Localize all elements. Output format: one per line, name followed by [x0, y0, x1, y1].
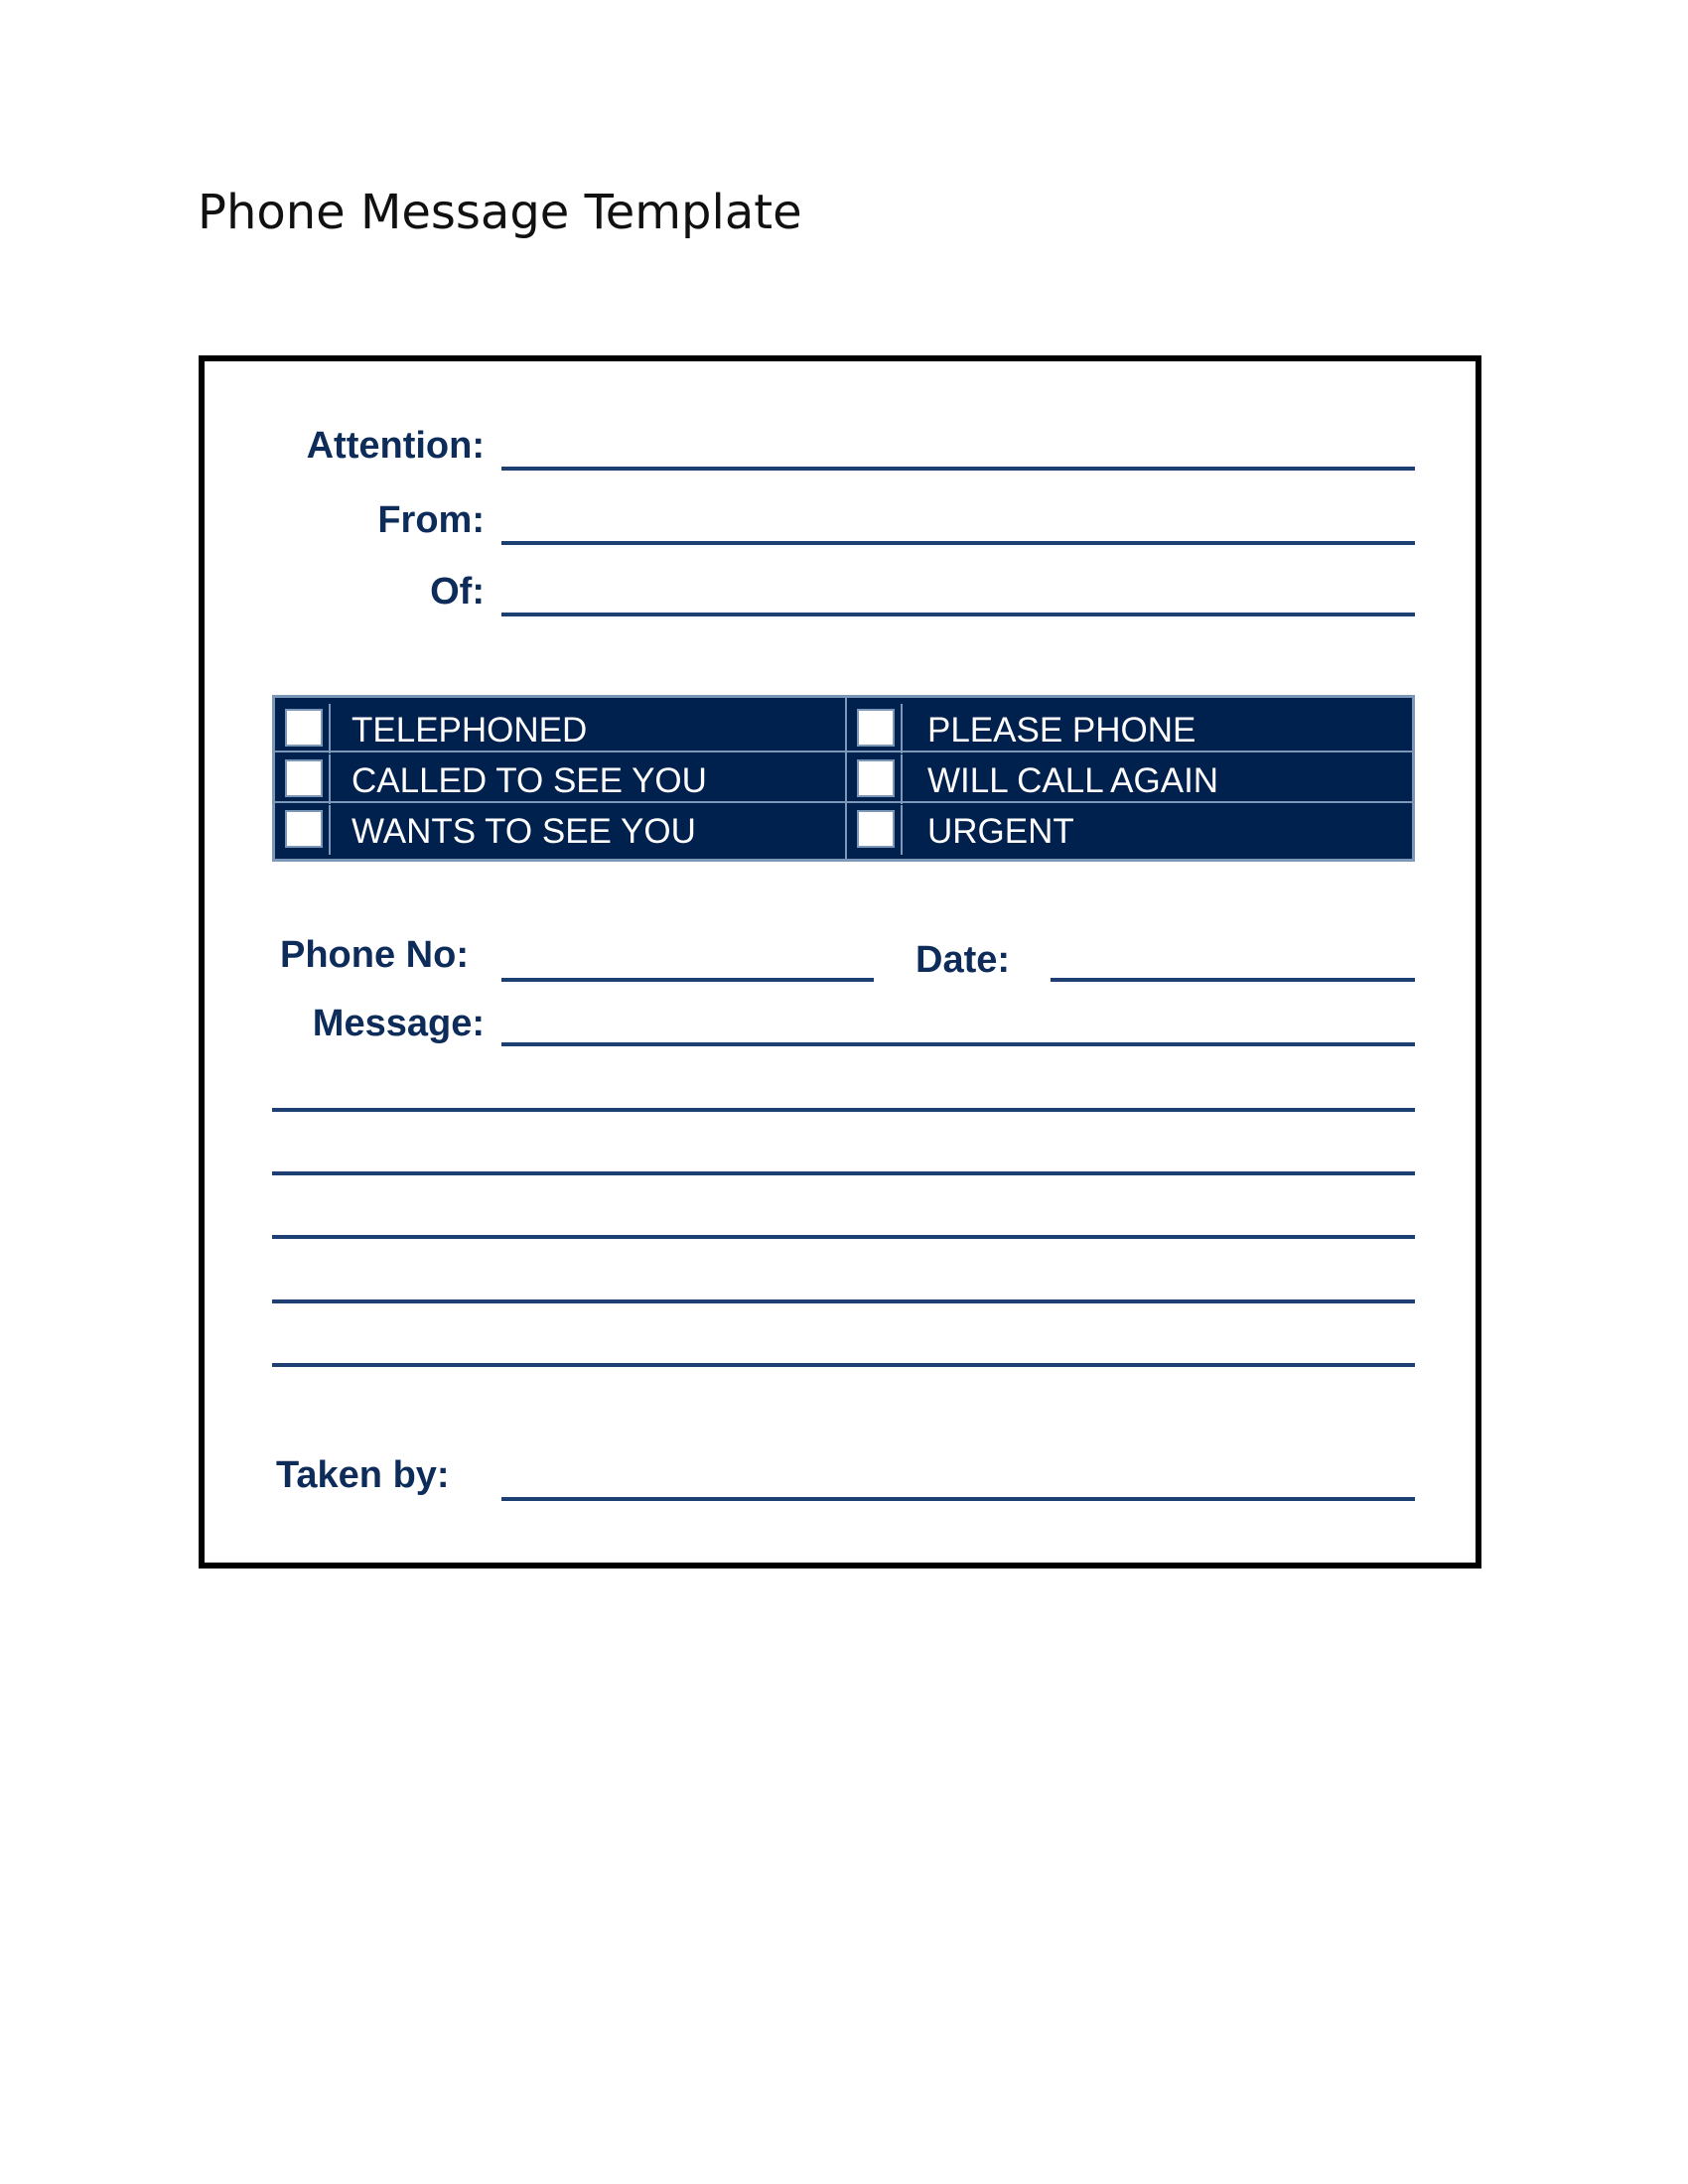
called-to-see-you-checkbox[interactable] — [285, 759, 323, 797]
wants-to-see-you-label: WANTS TO SEE YOU — [352, 812, 696, 851]
options-row — [275, 754, 1412, 804]
message-field-line[interactable] — [272, 1299, 1415, 1303]
will-call-again-checkbox[interactable] — [857, 759, 895, 797]
will-call-again-label: WILL CALL AGAIN — [927, 761, 1219, 800]
date-field[interactable] — [1051, 978, 1415, 982]
from-field[interactable] — [501, 541, 1415, 545]
of-label: Of: — [430, 571, 485, 613]
phone-number-field[interactable] — [501, 978, 874, 982]
urgent-label: URGENT — [927, 812, 1074, 851]
options-row — [275, 704, 1412, 753]
message-field-line[interactable] — [272, 1363, 1415, 1367]
please-phone-label: PLEASE PHONE — [927, 711, 1196, 750]
document-title: Phone Message Template — [198, 185, 802, 240]
message-label: Message: — [312, 1003, 485, 1044]
message-field-line[interactable] — [501, 1042, 1415, 1046]
date-label: Date: — [915, 939, 1011, 981]
of-field[interactable] — [501, 613, 1415, 616]
from-label: From: — [377, 499, 485, 541]
call-status-options — [272, 695, 1415, 862]
called-to-see-you-label: CALLED TO SEE YOU — [352, 761, 707, 800]
attention-field[interactable] — [501, 467, 1415, 471]
please-phone-checkbox[interactable] — [857, 709, 895, 747]
checkbox-divider — [329, 754, 331, 804]
attention-label: Attention: — [306, 425, 485, 467]
checkbox-divider — [329, 805, 331, 855]
options-row — [275, 805, 1412, 855]
taken-by-label: Taken by: — [276, 1454, 450, 1496]
checkbox-divider — [329, 704, 331, 753]
telephoned-label: TELEPHONED — [352, 711, 588, 750]
message-field-line[interactable] — [272, 1108, 1415, 1112]
taken-by-field[interactable] — [501, 1497, 1415, 1501]
phone-number-label: Phone No: — [280, 934, 469, 976]
checkbox-divider — [901, 805, 903, 855]
message-field-line[interactable] — [272, 1235, 1415, 1239]
checkbox-divider — [901, 704, 903, 753]
urgent-checkbox[interactable] — [857, 810, 895, 848]
wants-to-see-you-checkbox[interactable] — [285, 810, 323, 848]
message-field-line[interactable] — [272, 1171, 1415, 1175]
telephoned-checkbox[interactable] — [285, 709, 323, 747]
checkbox-divider — [901, 754, 903, 804]
